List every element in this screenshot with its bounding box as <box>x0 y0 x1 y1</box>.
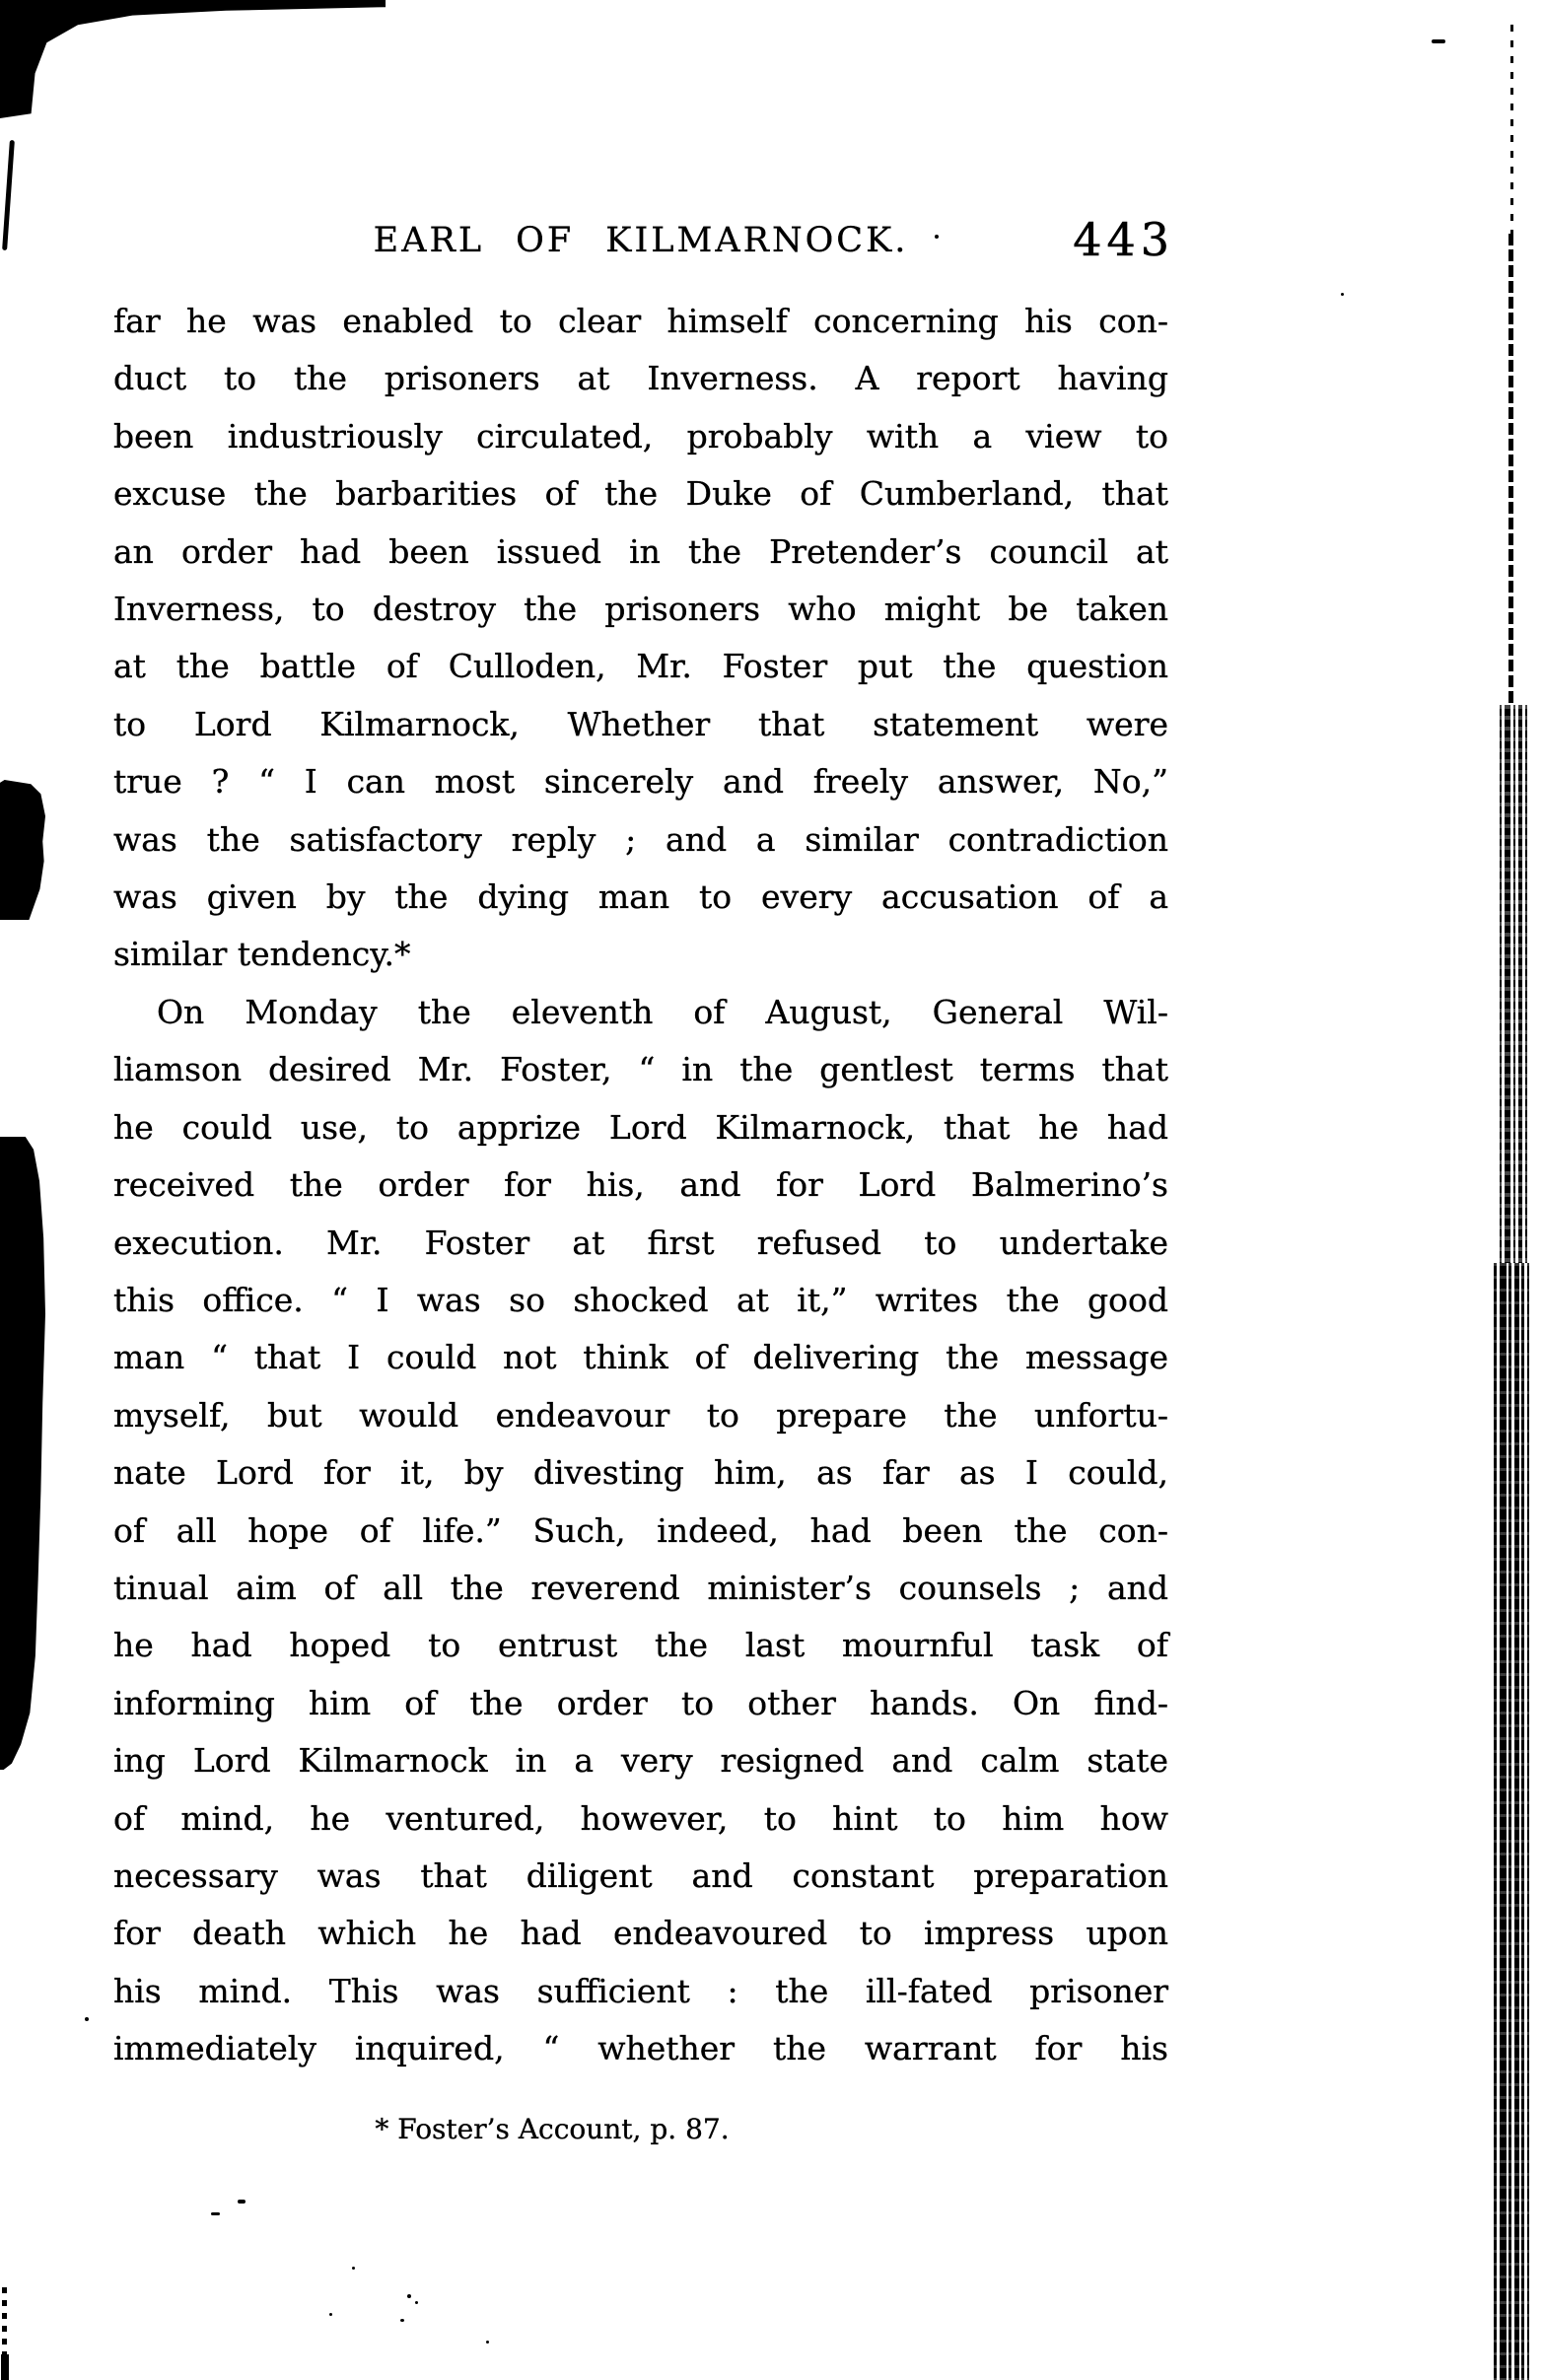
text-line: of all hope of life.” Such, indeed, had been the con- <box>113 1510 1168 1550</box>
text-line: this office. “ I was so shocked at it,” writes the good <box>113 1280 1168 1319</box>
text-line: tinual aim of all the reverend minister’s counsels ; and <box>113 1568 1168 1607</box>
text-line: execution. Mr. Foster at first refused to undertake <box>113 1223 1168 1262</box>
running-header-title: EARL OF KILMARNOCK. <box>373 221 909 260</box>
footnote: * Foster’s Account, p. 87. <box>375 2113 730 2145</box>
text-line: far he was enabled to clear himself concerning his con- <box>113 302 1168 340</box>
text-line: similar tendency.* <box>113 935 411 974</box>
text-line: to Lord Kilmarnock, Whether that statement were <box>113 704 1168 743</box>
paragraph <box>113 984 1168 2078</box>
scan-artifact-left-blob-2 <box>0 1137 45 1770</box>
text-line: was the satisfactory reply ; and a similar contradiction <box>113 819 1168 859</box>
text-line: informing him of the order to other hands. On find- <box>113 1683 1168 1722</box>
scan-artifact-left-blob-1 <box>0 780 45 920</box>
scan-artifact-left-line <box>2 140 15 250</box>
page-header <box>113 213 1174 276</box>
scan-artifact-top-left-wedge <box>0 0 389 118</box>
scan-artifact-right-dash-mid <box>1508 234 1513 707</box>
text-line: man “ that I could not think of delivering the message <box>113 1338 1168 1377</box>
text-line: received the order for his, and for Lord Balmerino’s <box>113 1165 1168 1205</box>
text-line: true ? “ I can most sincerely and freely answer, No,” <box>113 762 1168 802</box>
text-line: for death which he had endeavoured to impress upon <box>113 1914 1168 1953</box>
text-line: been industriously circulated, probably with a view to <box>113 416 1168 455</box>
text-line: was given by the dying man to every accusation of a <box>113 877 1168 917</box>
paragraph <box>113 293 1168 984</box>
text-line: Inverness, to destroy the prisoners who might be taken <box>113 590 1168 629</box>
text-line: at the battle of Culloden, Mr. Foster put the question <box>113 647 1168 686</box>
text-line: myself, but would endeavour to prepare the unfortu- <box>113 1395 1168 1435</box>
text-line: he had hoped to entrust the last mournful task of <box>113 1626 1168 1665</box>
page-number: 443 <box>1073 213 1174 266</box>
text-line: he could use, to apprize Lord Kilmarnock, that he had <box>113 1107 1168 1147</box>
text-line: liamson desired Mr. Foster, “ in the gentlest terms that <box>113 1050 1168 1089</box>
body-text <box>113 293 1168 2078</box>
text-line: his mind. This was sufficient : the ill-fated prisoner <box>113 1971 1168 2010</box>
text-line: necessary was that diligent and constant preparation <box>113 1855 1168 1895</box>
text-line: nate Lord for it, by divesting him, as far as I could, <box>113 1453 1168 1493</box>
text-line: duct to the prisoners at Inverness. A report having <box>113 359 1168 398</box>
text-line: On Monday the eleventh of August, General Wil- <box>157 992 1168 1031</box>
text-line: excuse the barbarities of the Duke of Cumberland, that <box>113 474 1168 514</box>
text-line: ing Lord Kilmarnock in a very resigned and calm state <box>113 1741 1168 1781</box>
text-line: immediately inquired, “ whether the warrant for his <box>113 2029 1168 2068</box>
scan-artifact-right-dash-top <box>1510 25 1513 234</box>
scan-artifact-right-streaks-lower <box>1494 1263 1541 2380</box>
scan-artifact-right-streaks-upper <box>1500 705 1541 1263</box>
text-line: of mind, he ventured, however, to hint to him how <box>113 1798 1168 1838</box>
scan-artifact-bottom-left-foot <box>1 2354 9 2380</box>
text-line: an order had been issued in the Pretender’s council at <box>113 531 1168 571</box>
